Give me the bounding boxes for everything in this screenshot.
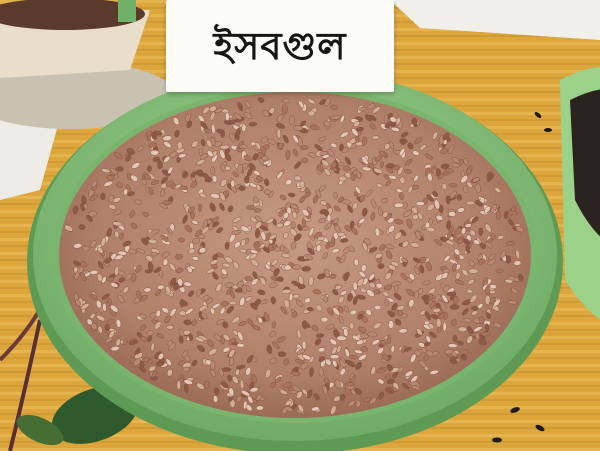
psyllium-seed <box>372 135 379 139</box>
psyllium-seed <box>166 325 173 329</box>
psyllium-seed <box>496 211 501 220</box>
psyllium-seed <box>147 165 152 171</box>
psyllium-seed <box>239 186 246 191</box>
psyllium-seed <box>239 145 247 149</box>
psyllium-seed <box>355 135 359 142</box>
psyllium-seed <box>150 150 158 155</box>
psyllium-seed <box>337 232 345 237</box>
psyllium-seed <box>345 382 355 386</box>
psyllium-seed <box>450 304 460 309</box>
psyllium-seed <box>220 145 229 149</box>
psyllium-seed <box>147 330 154 335</box>
psyllium-seed <box>278 351 286 356</box>
psyllium-seed <box>230 180 235 187</box>
psyllium-seed <box>178 238 185 243</box>
psyllium-seed <box>290 390 297 394</box>
psyllium-seed-pile <box>59 92 531 418</box>
psyllium-seed <box>342 165 350 171</box>
psyllium-seed <box>380 161 384 168</box>
psyllium-seed <box>199 148 203 155</box>
psyllium-seed <box>157 285 164 290</box>
psyllium-seed <box>337 336 347 341</box>
psyllium-seed <box>249 122 257 126</box>
label-text: ইসবগুল <box>213 24 347 68</box>
psyllium-seed <box>229 301 236 305</box>
psyllium-seed <box>490 284 497 289</box>
psyllium-seed <box>469 269 478 274</box>
psyllium-seed <box>225 282 234 287</box>
psyllium-seed <box>436 168 441 176</box>
psyllium-seed <box>179 311 186 316</box>
psyllium-seed <box>282 99 290 104</box>
psyllium-seed <box>102 303 106 311</box>
psyllium-seed <box>333 192 337 199</box>
psyllium-seed <box>300 146 308 150</box>
psyllium-seed <box>485 295 490 305</box>
psyllium-seed <box>436 318 441 327</box>
psyllium-seed <box>100 193 105 201</box>
psyllium-seed <box>225 112 229 120</box>
psyllium-seed <box>462 350 469 355</box>
psyllium-seed <box>282 105 288 115</box>
psyllium-seed <box>244 383 249 391</box>
psyllium-seed <box>302 266 311 271</box>
psyllium-seed <box>159 270 163 277</box>
label-card <box>166 0 394 92</box>
psyllium-seed <box>374 305 381 310</box>
psyllium-seed <box>479 228 484 236</box>
psyllium-seed <box>330 355 339 359</box>
psyllium-seed <box>256 406 263 411</box>
psyllium-seed <box>308 110 316 116</box>
psyllium-seed <box>198 204 202 212</box>
psyllium-seed <box>183 320 191 326</box>
psyllium-seed <box>300 181 305 188</box>
psyllium-seed <box>496 269 504 273</box>
psyllium-seed <box>443 322 447 331</box>
psyllium-seed <box>386 163 395 168</box>
psyllium-seed <box>394 203 403 208</box>
psyllium-seed <box>458 327 467 332</box>
psyllium-seed <box>471 306 478 310</box>
psyllium-seed <box>225 242 230 250</box>
psyllium-seed <box>180 299 184 307</box>
psyllium-seed <box>416 202 424 206</box>
psyllium-seed <box>302 341 306 350</box>
psyllium-seed <box>162 201 171 205</box>
psyllium-seed <box>245 276 253 281</box>
psyllium-seed <box>327 214 331 221</box>
psyllium-seed <box>222 367 232 371</box>
psyllium-seed <box>388 320 393 328</box>
psyllium-seed <box>109 195 114 203</box>
psyllium-seed <box>387 335 391 344</box>
psyllium-seed <box>508 211 517 215</box>
psyllium-seed <box>292 265 300 270</box>
psyllium-seed <box>289 115 295 125</box>
psyllium-seed <box>157 160 162 169</box>
psyllium-seed <box>145 270 152 274</box>
psyllium-seed <box>340 238 348 243</box>
psyllium-seed <box>210 361 215 370</box>
psyllium-seed <box>177 380 181 389</box>
psyllium-seed <box>448 211 455 216</box>
